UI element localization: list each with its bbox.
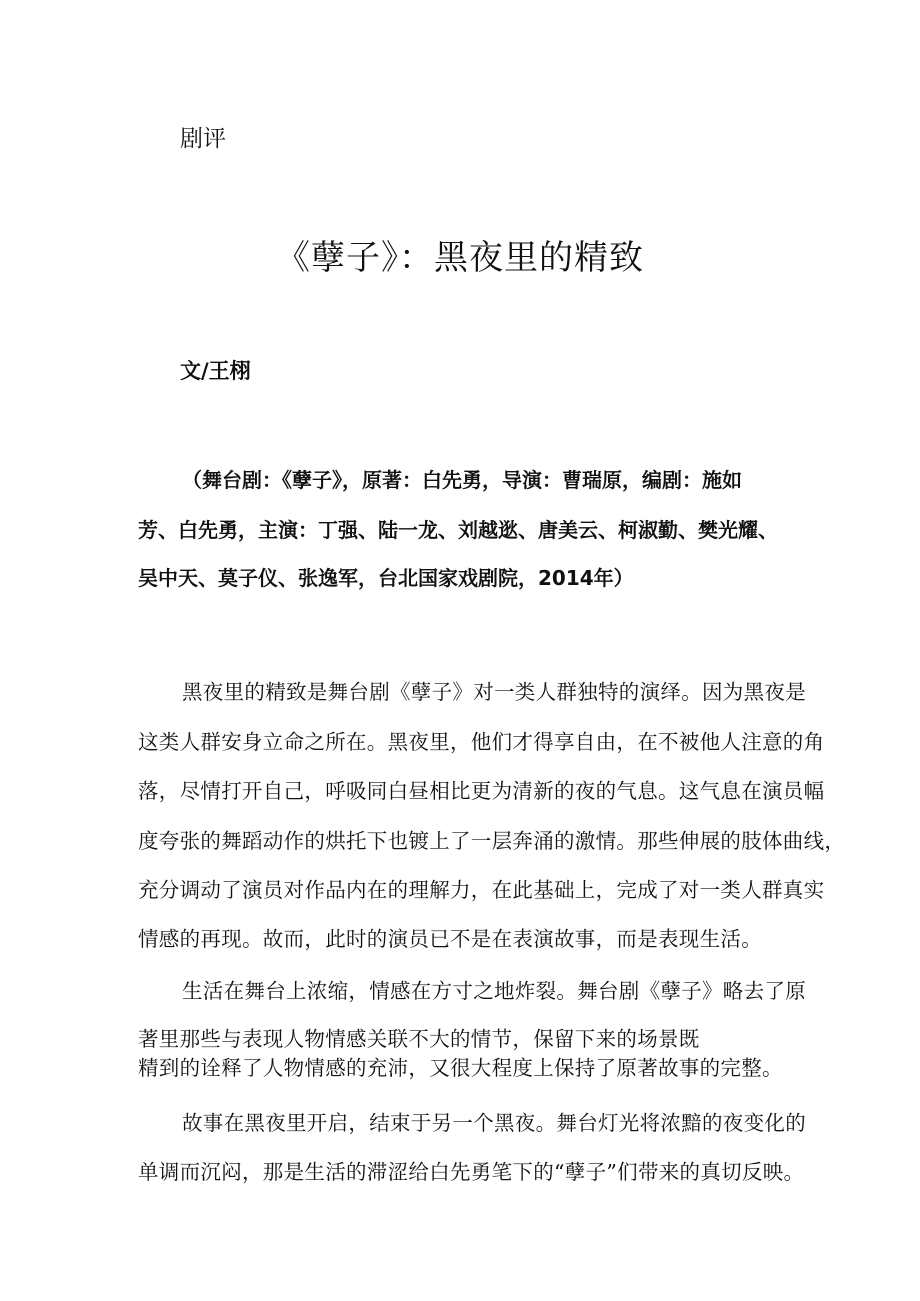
article-title: 《孽子》：黑夜里的精致 xyxy=(276,238,644,278)
credit-line: 吴中天、莫子仪、张逸军，台北国家戏剧院，2014年） xyxy=(138,566,634,590)
text-line: 故事在黑夜里开启，结束于另一个黑夜。舞台灯光将浓黯的夜变化的 xyxy=(182,1111,806,1135)
text-line: 落，尽情打开自己，呼吸同白昼相比更为清新的夜的气息。这气息在演员幅 xyxy=(138,779,825,803)
text-line: 这类人群安身立命之所在。黑夜里，他们才得享自由，在不被他人注意的角 xyxy=(138,730,825,754)
text-line: 生活在舞台上浓缩，情感在方寸之地炸裂。舞台剧《孽子》略去了原 xyxy=(182,979,806,1003)
text-line: 黑夜里的精致是舞台剧《孽子》对一类人群独特的演绎。因为黑夜是 xyxy=(182,680,806,704)
text-line: 情感的再现。故而，此时的演员已不是在表演故事，而是表现生活。 xyxy=(138,927,762,951)
text-line: 著里那些与表现人物情感关联不大的情节，保留下来的场景既 xyxy=(138,1027,700,1051)
text-line: 度夸张的舞蹈动作的烘托下也镀上了一层奔涌的激情。那些伸展的肢体曲线， xyxy=(138,829,846,853)
credit-line: （舞台剧：《孽子》，原著：白先勇，导演：曹瑞原，编剧：施如 xyxy=(182,468,742,492)
section-label: 剧评 xyxy=(180,126,226,152)
text-line: 充分调动了演员对作品内在的理解力，在此基础上，完成了对一类人群真实 xyxy=(138,878,825,902)
author-byline: 文/王栩 xyxy=(180,359,251,383)
text-line: 单调而沉闷，那是生活的滞涩给白先勇笔下的“孽子”们带来的真切反映。 xyxy=(138,1160,805,1184)
credit-line: 芳、白先勇，主演：丁强、陆一龙、刘越逖、唐美云、柯淑勤、樊光耀、 xyxy=(138,518,778,542)
text-line: 精到的诠释了人物情感的充沛，又很大程度上保持了原著故事的完整。 xyxy=(138,1056,783,1080)
